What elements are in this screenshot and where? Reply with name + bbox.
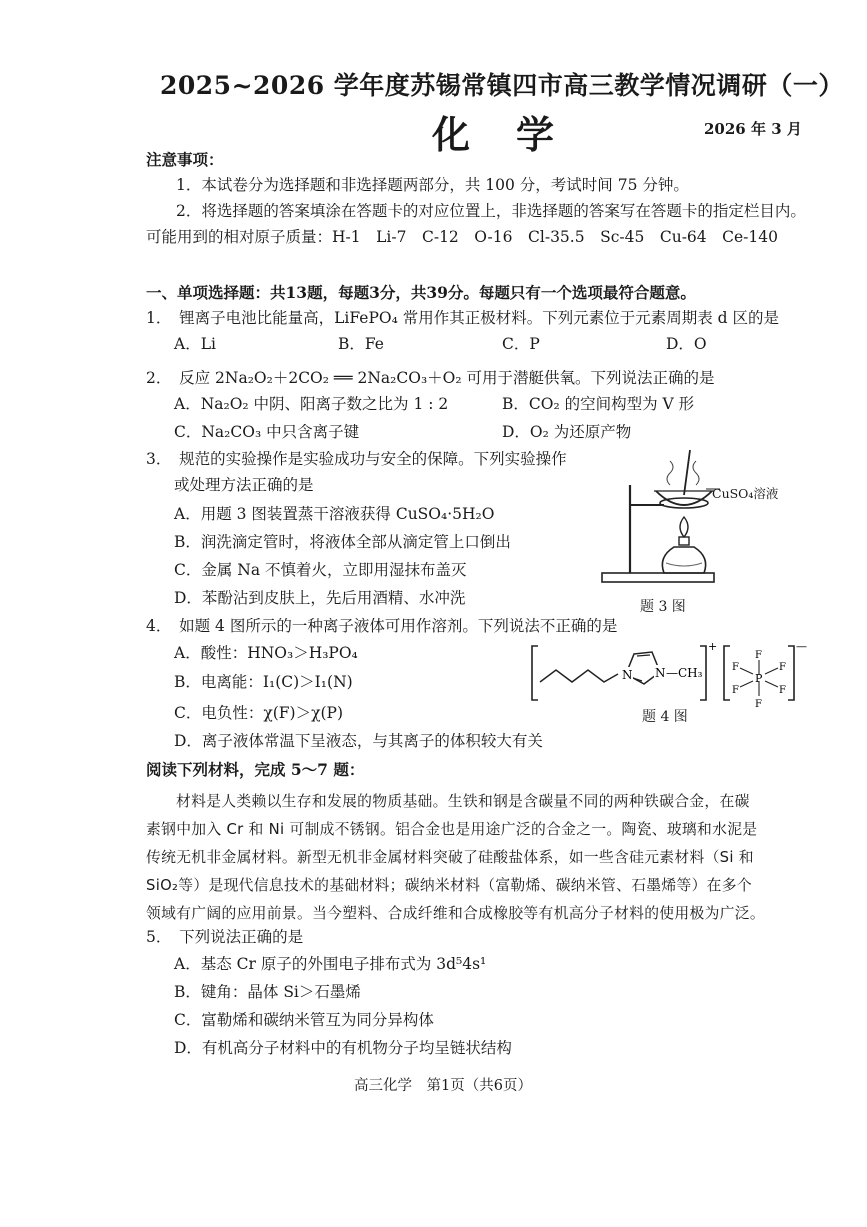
q3-option-a: A．用题 3 图装置蒸干溶液获得 CuSO₄·5H₂O xyxy=(174,505,495,523)
q3-figure-caption: 题 3 图 xyxy=(640,599,686,615)
q5-stem: 5． 下列说法正确的是 xyxy=(146,928,304,946)
q1-stem: 1． 锂离子电池比能量高，LiFePO₄ 常用作其正极材料。下列元素位于元素周期表 d 区的是 xyxy=(146,309,779,327)
q4-option-c: C．电负性：χ(F)＞χ(P) xyxy=(174,704,344,722)
reading-line-2: 素钢中加入 Cr 和 Ni 可制成不锈钢。铝合金也是用途广泛的合金之一。陶瓷、玻璃和水泥是 xyxy=(146,821,758,838)
n-atom-label: N xyxy=(622,668,633,682)
reading-line-4: SiO₂等）是现代信息技术的基础材料；碳纳米材料（富勒烯、碳纳米管、石墨烯等）在多个 xyxy=(146,877,752,894)
page-footer: 高三化学 第1页（共6页） xyxy=(354,1078,532,1094)
q4-option-b: B．电离能：I₁(C)＞I₁(N) xyxy=(174,673,353,691)
exam-date: 2026 年 3 月 xyxy=(704,120,802,138)
q2-option-c: C．Na₂CO₃ 中只含离子键 xyxy=(174,423,360,441)
n-atom-label: N xyxy=(655,666,666,680)
q4-option-d: D．离子液体常温下呈液态，与其离子的体积较大有关 xyxy=(174,732,543,750)
q1-option-b: B．Fe xyxy=(338,335,384,353)
f-atom-label: F xyxy=(732,662,739,673)
cation-charge-label: + xyxy=(708,640,718,653)
q4-figure-caption: 题 4 图 xyxy=(642,709,688,725)
subject-title: 化学 xyxy=(432,112,601,157)
q4-stem: 4． 如题 4 图所示的一种离子液体可用作溶剂。下列说法不正确的是 xyxy=(146,617,618,635)
notice-heading: 注意事项： xyxy=(146,150,224,169)
q2-option-d: D．O₂ 为还原产物 xyxy=(502,423,632,441)
q1-option-d: D．O xyxy=(666,335,707,353)
anion-charge-label: — xyxy=(796,640,807,653)
q3-stem-line1: 3． 规范的实验操作是实验成功与安全的保障。下列实验操作 xyxy=(146,450,567,468)
q5-option-a: A．基态 Cr 原子的外围电子排布式为 3d⁵4s¹ xyxy=(174,955,487,973)
notice-item-1: 1．本试卷分为选择题和非选择题两部分，共 100 分，考试时间 75 分钟。 xyxy=(176,176,689,194)
f-atom-label: F xyxy=(779,662,786,673)
q2-stem: 2． 反应 2Na₂O₂＋2CO₂ ══ 2Na₂CO₃＋O₂ 可用于潜艇供氧。下列说法正确的是 xyxy=(146,369,715,387)
q4-ionic-liquid-structure-figure xyxy=(524,638,807,713)
atomic-mass-list: 可能用到的相对原子质量：H-1 Li-7 C-12 O-16 Cl-35.5 Sc-45 Cu-64 Ce-140 xyxy=(146,228,779,246)
methyl-group-label: —CH₃ xyxy=(666,666,703,680)
q2-option-a: A．Na₂O₂ 中阴、阳离子数之比为 1 : 2 xyxy=(174,395,449,413)
f-atom-label: F xyxy=(755,650,762,661)
q2-option-b: B．CO₂ 的空间构型为 V 形 xyxy=(502,395,695,413)
q4-option-a: A．酸性：HNO₃＞H₃PO₄ xyxy=(174,644,358,662)
reading-line-3: 传统无机非金属材料。新型无机非金属材料突破了硅酸盐体系，如一些含硅元素材料（Si 和 xyxy=(146,849,754,866)
f-atom-label: F xyxy=(755,699,762,710)
q3-option-b: B．润洗滴定管时，将液体全部从滴定管上口倒出 xyxy=(174,533,511,551)
notice-item-2: 2．将选择题的答案填涂在答题卡的对应位置上，非选择题的答案写在答题卡的指定栏目内。 xyxy=(176,202,806,220)
p-atom-label: P xyxy=(755,672,763,685)
f-atom-label: F xyxy=(732,685,739,696)
reading-line-5: 领域有广阔的应用前景。当今塑料、合成纤维和合成橡胶等有机高分子材料的使用极为广泛。 xyxy=(146,905,765,922)
q3-option-c: C．金属 Na 不慎着火，立即用湿抹布盖灭 xyxy=(174,561,467,579)
q3-option-d: D．苯酚沾到皮肤上，先后用酒精、水冲洗 xyxy=(174,589,466,607)
reading-line-1: 材料是人类赖以生存和发展的物质基础。生铁和钢是含碳量不同的两种铁碳合金，在碳 xyxy=(176,793,750,810)
f-atom-label: F xyxy=(779,685,786,696)
q3-stem-line2: 或处理方法正确的是 xyxy=(174,476,314,494)
reading-heading: 阅读下列材料，完成 5～7 题： xyxy=(146,760,365,779)
q5-option-c: C．富勒烯和碳纳米管互为同分异构体 xyxy=(174,1011,434,1029)
q5-option-d: D．有机高分子材料中的有机物分子均呈链状结构 xyxy=(174,1039,512,1057)
q1-option-c: C．P xyxy=(502,335,540,353)
q1-option-a: A．Li xyxy=(174,335,216,353)
q5-option-b: B．键角：晶体 Si＞石墨烯 xyxy=(174,983,361,1001)
section-heading: 一、单项选择题：共13题，每题3分，共39分。每题只有一个选项最符合题意。 xyxy=(146,283,696,302)
q3-evaporation-apparatus-figure xyxy=(592,445,792,590)
exam-title: 2025~2026 学年度苏锡常镇四市高三教学情况调研（一） xyxy=(160,71,844,100)
q3-figure-label: CuSO₄溶液 xyxy=(712,486,779,501)
